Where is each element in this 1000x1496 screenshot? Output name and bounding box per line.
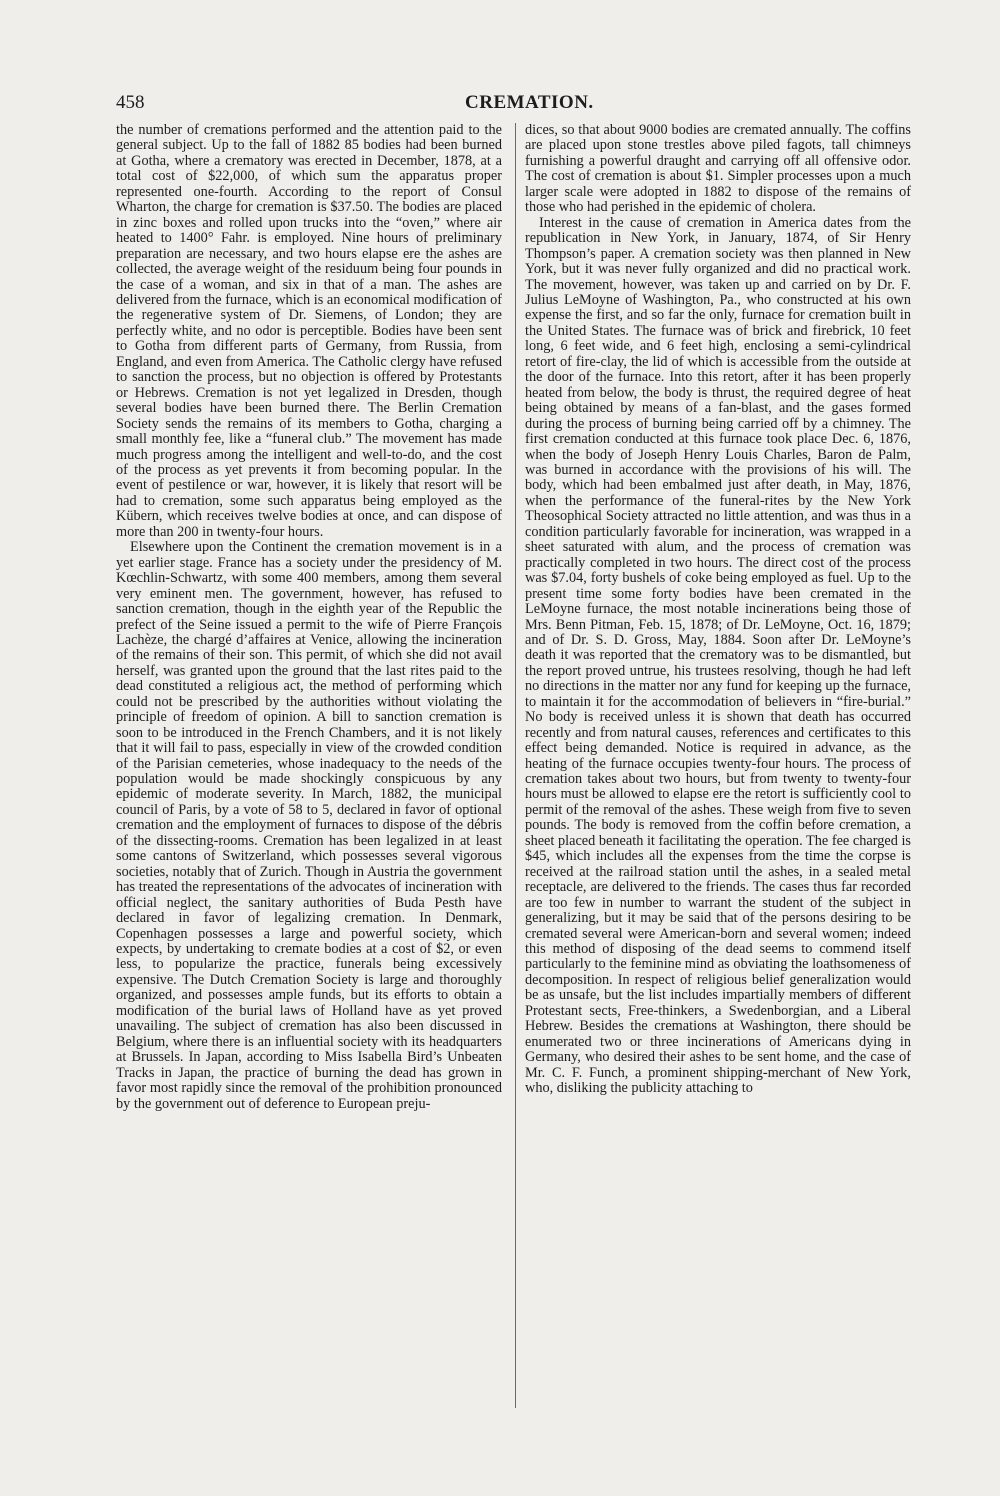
running-header	[110, 88, 910, 118]
paragraph-right-1: dices, so that about 9000 bodies are cremated annually. The coffins are placed upon stone trestles above piled fagots, tall chimneys furnishing a powerful draught and carrying off all offensive odor. The cost of cremation is about $1. Simpler processes upon a much larger scale were adopted in 1882 to dispose of the remains of those who had perished in the epidemic of cholera.	[525, 122, 911, 216]
right-column	[525, 123, 911, 1097]
running-title: CREMATION.	[465, 92, 594, 113]
left-column	[116, 123, 502, 1112]
paragraph-right-2: Interest in the cause of cremation in America dates from the republication in New York, in January, 1874, of Sir Henry Thompson’s paper. A cremation society was then planned in New York, but it was never fully organized and did no practical work. The movement, however, was taken up and carried on by Dr. F. Julius LeMoyne of Washington, Pa., who constructed at his own expense the first, and so far the only, furnace for cremation built in the United States. The furnace was of brick and firebrick, 10 feet long, 6 feet wide, and 6 feet high, enclosing a semi-cylindrical retort of fire-clay, the lid of which is accessible from the outside at the door of the furnace. Into this retort, after it has been properly heated from below, the body is thrust, the required degree of heat being obtained by means of a fan-blast, and the gases formed during the process of burning being carried off by a chimney. The first cremation conducted at this furnace took place Dec. 6, 1876, when the body of Joseph Henry Louis Charles, Baron de Palm, was burned in accordance with the provisions of his will. The body, which had been embalmed just after death, in May, 1876, when the performance of the funeral-rites by the New York Theosophical Society attracted no little attention, and was thus in a condition particularly favorable for incineration, was wrapped in a sheet saturated with alum, and the process of cremation was practically completed in two hours. The direct cost of the process was $7.04, forty bushels of coke being employed as fuel. Up to the present time some forty bodies have been cremated in the LeMoyne furnace, the most notable incinerations being those of Mrs. Benn Pitman, Feb. 15, 1878; of Dr. LeMoyne, Oct. 16, 1879; and of Dr. S. D. Gross, May, 1884. Soon after Dr. LeMoyne’s death it was reported that the crematory was to be dismantled, but the report proved untrue, his trustees resolving, though he had left no directions in the matter nor any fund for keeping up the furnace, to maintain it for the accommodation of believers in “fire-burial.” No body is received unless it is shown that death has occurred recently and from natural causes, references and certificates to this effect being demanded. Notice is required in advance, as the heating of the furnace occupies twenty-four hours. The process of cremation takes about two hours, but from twenty to twenty-four hours must be allowed to elapse ere the retort is sufficiently cool to permit of the removal of the ashes. These weigh from five to seven pounds. The body is removed from the coffin before cremation, a sheet placed beneath it facilitating the operation. The fee charged is $45, which includes all the expenses from the time the corpse is received at the railroad station until the ashes, in a sealed metal receptacle, are delivered to the friends. The cases thus far recorded are too few in number to warrant the student of the subject in generalizing, but it may be said that of the persons desiring to be cremated several were American-born and several women; indeed this method of disposing of the dead seems to commend itself particularly to the feminine mind as obviating the loathsomeness of decomposition. In respect of religious belief generalization would be as unsafe, but the list includes impartially members of different Protestant sects, Free-thinkers, a Swedenborgian, and a Liberal Hebrew. Besides the cremations at Washington, there should be enumerated two or three incinerations of Americans dying in Germany, who desired their ashes to be sent home, and the case of Mr. C. F. Funch, a prominent shipping-merchant of New York, who, disliking the publicity attaching to	[525, 214, 911, 1097]
page-number: 458	[116, 92, 145, 113]
paragraph-left-2: Elsewhere upon the Continent the cremation movement is in a yet earlier stage. France has a society under the presidency of M. Kœchlin-Schwartz, with some 400 members, among them several very eminent men. The government, however, has refused to sanction cremation, though in the eighth year of the Republic the prefect of the Seine issued a permit to the wife of Pierre François Lachèze, the chargé d’affaires at Venice, allowing the incineration of the remains of their son. This permit, of which she did not avail herself, was granted upon the ground that the last rites paid to the dead constituted a religious act, the method of performing which could not be prescribed by the authorities without violating the principle of freedom of opinion. A bill to sanction cremation is soon to be introduced in the French Chambers, and it is not likely that it will fail to pass, especially in view of the crowded condition of the Parisian cemeteries, whose inadequacy to the needs of the population would be made shockingly conspicuous by any epidemic of moderate severity. In March, 1882, the municipal council of Paris, by a vote of 58 to 5, declared in favor of optional cremation and the employment of furnaces to dispose of the débris of the dissecting-rooms. Cremation has been legalized in at least some cantons of Switzerland, which possesses several vigorous societies, notably that of Zurich. Though in Austria the government has treated the representations of the advocates of incineration with official neglect, the sanitary authorities of Buda Pesth have declared in favor of legalizing cremation. In Denmark, Copenhagen possesses a large and powerful society, which expects, by undertaking to cremate bodies at a cost of $2, or even less, to popularize the practice, funerals being excessively expensive. The Dutch Cremation Society is large and thoroughly organized, and possesses ample funds, but its efforts to obtain a modification of the burial laws of Holland have as yet proved unavailing. The subject of cremation has also been discussed in Belgium, where there is an influential society with its headquarters at Brussels. In Japan, according to Miss Isabella Bird’s Unbeaten Tracks in Japan, the practice of burning the dead has grown in favor most rapidly since the removal of the prohibition pronounced by the government out of deference to European preju-	[116, 539, 502, 1112]
paragraph-left-1: the number of cremations performed and the attention paid to the general subject. Up to the fall of 1882 85 bodies had been burned at Gotha, where a crematory was erected in December, 1878, at a total cost of $22,000, of which sum the apparatus proper represented one-fourth. According to the report of Consul Wharton, the charge for cremation is $37.50. The bodies are placed in zinc boxes and rolled upon trucks into the “oven,” where air heated to 1400° Fahr. is employed. Nine hours of preliminary preparation are necessary, and two hours elapse ere the ashes are collected, the average weight of the residuum being four pounds in the case of a woman, and six in that of a man. The ashes are delivered from the furnace, which is an economical modification of the regenerative system of Dr. Siemens, of London; they are perfectly white, and no odor is perceptible. Bodies have been sent to Gotha from different parts of Germany, from Russia, from England, and even from America. The Catholic clergy have refused to sanction the process, but no objection is offered by Protestants or Hebrews. Cremation is not yet legalized in Dresden, though several bodies have been burned there. The Berlin Cremation Society sends the remains of its members to Gotha, charging a small monthly fee, like a “funeral club.” The movement has made much progress among the intelligent and well-to-do, and the cost of the process as yet prevents it from becoming popular. In the event of pestilence or war, however, it is likely that resort will be had to cremation, some such apparatus being employed as the Kübern, which receives twelve bodies at once, and can dispose of more than 200 in twenty-four hours.	[116, 122, 502, 540]
column-divider	[515, 123, 516, 1408]
